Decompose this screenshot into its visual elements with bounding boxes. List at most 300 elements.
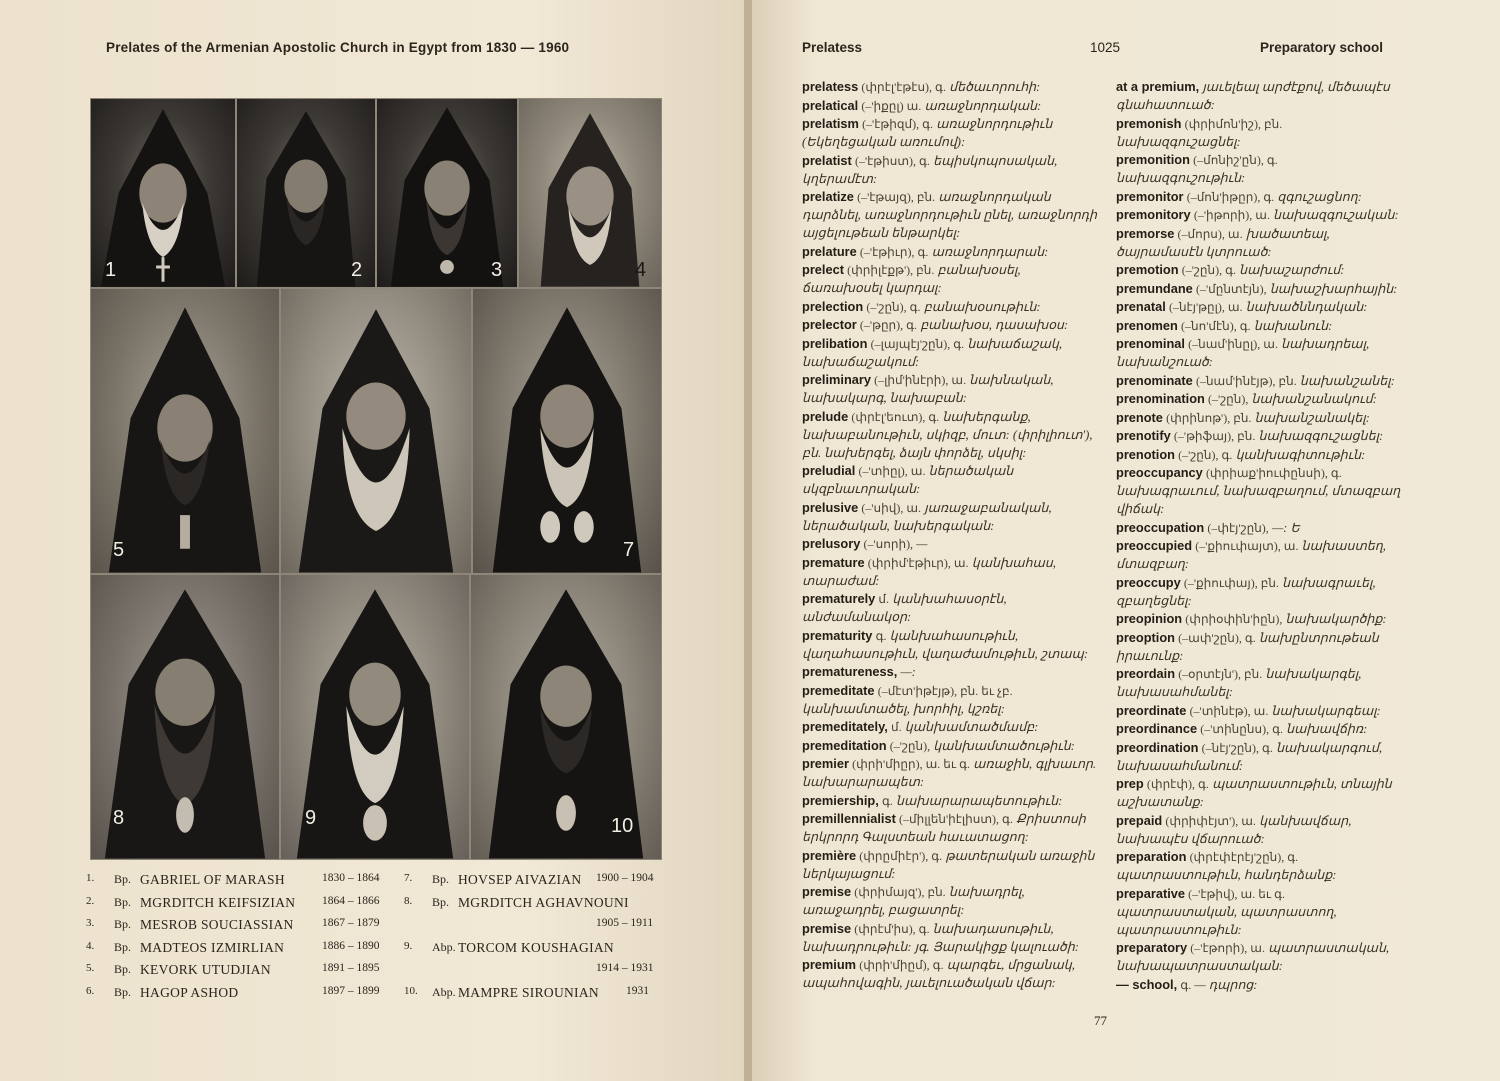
roster-column-right <box>404 872 666 1007</box>
entry-pronunciation: գ. <box>881 793 893 808</box>
entry-headword: premonish <box>1116 115 1182 131</box>
roster-row <box>86 895 386 918</box>
roster-title: Bp. <box>432 872 450 886</box>
entry-headword: premotion <box>1116 262 1179 277</box>
roster-years: 1867 – 1879 <box>322 917 380 929</box>
roster-title: Bp. <box>114 894 132 909</box>
dictionary-entry <box>802 97 1102 115</box>
photo-number: 10 <box>611 815 634 837</box>
dictionary-entry <box>802 316 1102 334</box>
entry-pronunciation: (–'էթիւր), գ. <box>859 244 929 259</box>
entry-pronunciation: (–մոնիշ'ըն), գ. <box>1193 153 1278 167</box>
entry-definition: նախազգուշական: <box>1273 208 1399 222</box>
dictionary-entry <box>1116 702 1408 720</box>
entry-definition: նախանշանակել: <box>1254 410 1370 425</box>
entry-headword: prelatize <box>802 189 854 204</box>
entry-headword: prelature <box>802 243 857 259</box>
roster-title: Bp. <box>114 939 132 954</box>
entry-pronunciation: (–նո'մէն), գ. <box>1181 318 1251 333</box>
entry-pronunciation: (–միլլեն'իէլիստ), գ. <box>899 812 1013 826</box>
photo-number: 5 <box>113 539 125 561</box>
entry-definition: նախակարծիք: <box>1285 612 1387 626</box>
entry-pronunciation: (–մորս), ա. <box>1177 226 1243 241</box>
entry-headword: premeditate <box>802 682 875 698</box>
roster-name: MGRDITCH AGHAVNOUNI <box>458 894 629 910</box>
roster-num: 6. <box>86 984 95 997</box>
roster-num: 3. <box>86 917 95 929</box>
entry-headword: prenomen <box>1116 317 1178 333</box>
photo-number: 9 <box>305 807 317 829</box>
entry-pronunciation: (–նամ'ինըլ), ա. <box>1188 337 1278 351</box>
dictionary-entry <box>1116 280 1408 298</box>
entry-definition: նախադրել, առաջադրել, բացատրել: <box>802 885 1025 917</box>
entry-definition: նախերգանք, նախաբանութիւն, սկիզբ, մուտ: (փրիլիուտ'), բն. նախերգել, ձայն փորձել, սկսիլ: <box>802 409 1093 460</box>
dictionary-entry <box>1116 317 1408 335</box>
dictionary-entry <box>802 78 1102 96</box>
dictionary-entry <box>1116 775 1408 811</box>
entry-pronunciation: (–օրտէյն'), բն. <box>1178 667 1263 681</box>
entry-definition: առաջնորդարան: <box>931 244 1049 259</box>
portrait-photo <box>90 98 236 288</box>
dictionary-entry <box>802 115 1102 151</box>
entry-headword: prelusory <box>802 536 861 551</box>
entry-definition: մեծաւորուհի: <box>949 80 1041 94</box>
entry-definition: պատրաստական, պատրաստող, պատրաստութիւն: <box>1116 904 1337 937</box>
roster-name: MAMPRE SIROUNIAN <box>458 984 599 1000</box>
dictionary-entry <box>802 810 1102 846</box>
entry-definition: կանխահասութիւն, վաղահասութիւն, վաղաժամութիւն, շտապ: <box>802 628 1089 661</box>
left-page <box>0 0 748 1081</box>
entry-definition: կանխահաս, տարաժամ: <box>802 555 1056 588</box>
entry-definition: նախակարգեալ: <box>1271 703 1381 718</box>
entry-headword: prenominal <box>1116 336 1185 351</box>
entry-definition: յառաջաբանական, ներածական, նախերգական: <box>802 500 1052 533</box>
entry-pronunciation: (փրիփէյտ'), ա. <box>1165 813 1256 828</box>
entry-headword: prelatess <box>802 79 859 94</box>
dictionary-entry <box>1116 665 1408 701</box>
entry-definition: կանխահասօրէն, անժամանակօր: <box>802 592 1007 624</box>
entry-pronunciation: (–'իքըլ) ա. <box>861 98 922 113</box>
roster-years: 1891 – 1895 <box>322 962 380 974</box>
entry-definition: նախանշանել: <box>1299 373 1395 388</box>
entry-headword: prelude <box>802 408 849 424</box>
entry-definition: բանախօս, դասախօս: <box>920 318 1069 332</box>
roster-years: 1830 – 1864 <box>322 872 380 884</box>
entry-headword: premier <box>802 756 849 771</box>
entry-headword: premium <box>802 957 857 972</box>
entry-definition: յաւելեալ արժէքով, մեծապէս գնահատուած: <box>1116 80 1390 112</box>
roster-title: Abp. <box>432 939 456 954</box>
entry-definition: նախաստեղ, մտազբաղ: <box>1116 539 1386 571</box>
roster-row <box>404 962 666 985</box>
entry-headword: preparative <box>1116 885 1185 901</box>
entry-pronunciation: (փրէփ), գ. <box>1146 777 1209 791</box>
dictionary-entry <box>1116 610 1408 628</box>
entry-definition: — դպրոց: <box>1194 977 1258 992</box>
photo-number: 4 <box>635 259 647 281</box>
roster-years: 1914 – 1931 <box>596 962 654 974</box>
entry-headword: prelection <box>802 298 864 314</box>
entry-headword: preparatory <box>1116 940 1188 955</box>
dictionary-entry <box>802 663 1102 681</box>
roster-row <box>404 917 666 940</box>
entry-headword: premundane <box>1116 280 1193 296</box>
entry-definition: նախագրաւել, զբաղեցնել: <box>1116 575 1376 608</box>
photo-number: 6 <box>303 539 315 561</box>
entry-headword: preludial <box>802 463 856 478</box>
roster-row <box>404 872 666 895</box>
dictionary-entry <box>1116 409 1408 427</box>
entry-definition: նախածննդական: <box>1245 300 1368 314</box>
entry-pronunciation: (–'տինէթ), ա. <box>1189 703 1269 718</box>
entry-definition: առաջնորդական: <box>924 98 1042 113</box>
roster-num: 8. <box>404 894 413 907</box>
entry-headword: prep <box>1116 776 1144 791</box>
roster-name: GABRIEL OF MARASH <box>140 872 285 887</box>
entry-headword: prelatism <box>802 116 859 131</box>
footer-page-number: 77 <box>1094 1013 1107 1028</box>
entry-pronunciation: (փրէմ'իս), գ. <box>854 921 930 936</box>
entry-pronunciation: (փրի'միըմ), գ. <box>859 958 944 972</box>
dictionary-entry <box>1116 537 1408 573</box>
dictionary-entry <box>802 682 1102 718</box>
dictionary-entry <box>1116 298 1408 316</box>
entry-pronunciation: (–մոն'իթըր), գ. <box>1186 189 1275 204</box>
entry-pronunciation: (փրիմայզ'), բն. <box>854 885 946 899</box>
roster-num: 9. <box>404 939 413 952</box>
dictionary-entry <box>802 792 1102 810</box>
dictionary-entry <box>802 462 1102 498</box>
dictionary-entry <box>1116 78 1408 114</box>
portrait-icon <box>473 289 661 573</box>
dictionary-entry <box>1116 151 1408 187</box>
roster-name: MADTEOS IZMIRLIAN <box>140 939 285 955</box>
roster-title: Bp. <box>114 962 132 976</box>
dictionary-entry <box>1116 464 1408 518</box>
entry-headword: prelatical <box>802 97 859 113</box>
entry-headword: première <box>802 847 857 863</box>
dictionary-entry <box>802 956 1102 992</box>
entry-headword: premonitor <box>1116 188 1184 204</box>
entry-definition: —: Ե <box>1271 520 1300 535</box>
roster-row <box>86 962 386 985</box>
entry-pronunciation: (–փէյ'շըն), <box>1207 520 1269 535</box>
entry-definition: առաջնորդութիւն (Եկեղեցական առումով): <box>802 117 1053 149</box>
roster-years: 1931 <box>626 984 649 997</box>
entry-headword: prematureness, <box>802 664 898 679</box>
roster-row <box>86 940 386 963</box>
entry-headword: premiership, <box>802 792 879 808</box>
entry-headword: prelect <box>802 262 844 277</box>
roster-row <box>86 985 386 1008</box>
roster-years: 1864 – 1866 <box>322 894 380 907</box>
photo-number: 1 <box>105 259 117 281</box>
entry-headword: at a premium, <box>1116 79 1200 94</box>
dictionary-entry <box>1116 390 1408 408</box>
entry-definition: նախընտրութեան իրաւունք: <box>1116 630 1379 663</box>
dictionary-entry <box>802 335 1102 371</box>
entry-definition: առաջին, գլխաւոր. նախարարապետ: <box>802 757 1097 789</box>
dictionary-entry <box>1116 427 1408 445</box>
entry-headword: prelusive <box>802 499 859 515</box>
dictionary-entry <box>802 261 1102 297</box>
roster-num: 4. <box>86 939 95 952</box>
roster-num: 2. <box>86 894 95 907</box>
dictionary-entry <box>802 920 1102 956</box>
dictionary-entry <box>802 847 1102 883</box>
dictionary-entry <box>1116 519 1408 537</box>
dictionary-entry <box>802 737 1102 755</box>
roster-num: 5. <box>86 962 95 974</box>
dictionary-entry <box>802 243 1102 261</box>
dictionary-entry <box>1116 720 1408 738</box>
roster-title: Bp. <box>114 872 132 886</box>
entry-headword: prelibation <box>802 335 868 351</box>
roster-row <box>404 940 666 963</box>
roster-row <box>86 917 386 940</box>
entry-pronunciation: (–'էթայզ), բն. <box>857 190 936 204</box>
dictionary-entry <box>802 627 1102 663</box>
portrait-photo <box>280 574 470 860</box>
entry-headword: prenote <box>1116 409 1163 425</box>
dictionary-entry <box>1116 446 1408 464</box>
dictionary-entry <box>1116 372 1408 390</box>
roster-row <box>404 985 666 1008</box>
dictionary-entry <box>802 188 1102 242</box>
photo-number: 2 <box>351 259 363 281</box>
running-head-left: Prelatess <box>802 40 863 55</box>
dictionary-entry <box>1116 225 1408 261</box>
roster-name: MESROB SOUCIASSIAN <box>140 917 294 932</box>
photo-grid <box>90 98 662 860</box>
entry-pronunciation: (–'իթորի), ա. <box>1193 208 1270 222</box>
entry-definition: նախակարգել, նախասահմանել: <box>1116 667 1362 699</box>
entry-definition: առաջնորդական դարձնել, առաջնորդութիւն ընել, առաջնորդի այցելութեան ենթարկել: <box>802 190 1098 240</box>
entry-pronunciation: (–'շըն), գ. <box>1181 263 1236 277</box>
entry-pronunciation: (–'սորի), <box>863 537 914 551</box>
entry-headword: premise <box>802 884 852 899</box>
entry-pronunciation: (–նէյ'թըլ), ա. <box>1168 300 1243 314</box>
entry-pronunciation: (–'շըն), գ. <box>866 299 921 314</box>
entry-pronunciation: (–'թըր), գ. <box>859 318 918 332</box>
dictionary-column-1 <box>802 78 1102 993</box>
entry-definition: խածատեալ, ծայրամասէն կտրուած: <box>1116 226 1330 259</box>
entry-headword: preordinance <box>1116 721 1198 736</box>
roster-name: TORCOM KOUSHAGIAN <box>458 939 614 955</box>
roster-title: Bp. <box>432 894 450 909</box>
entry-headword: prematurely <box>802 591 876 606</box>
dictionary-entry <box>1116 812 1408 848</box>
entry-pronunciation: (փրէլ'էթէս), գ. <box>861 80 946 94</box>
entry-pronunciation: (փրիաք'իուփընսի), գ. <box>1205 466 1342 480</box>
portrait-icon <box>91 289 279 573</box>
entry-headword: prenotion <box>1116 446 1175 462</box>
entry-pronunciation: (փրի'միըր), ա. եւ գ. <box>852 757 970 771</box>
portrait-photo <box>472 288 662 574</box>
entry-pronunciation: (–'մընտէյն), <box>1195 281 1267 296</box>
dictionary-column-2 <box>1116 78 1408 994</box>
roster-num: 1. <box>86 872 95 884</box>
dictionary-entry <box>1116 629 1408 665</box>
entry-definition: բանախօսել, ճառախօսել կարդալ: <box>802 263 1021 295</box>
entry-definition: կանխագիտութիւն: <box>1235 447 1366 462</box>
dictionary-entry <box>802 755 1102 791</box>
entry-headword: prepaid <box>1116 812 1163 828</box>
entry-headword: premeditately, <box>802 719 888 734</box>
entry-pronunciation: (–լայպէյ'շըն), գ. <box>870 336 965 351</box>
entry-definition: նախադասութիւն, նախադրութիւն: յգ. Յարակիցք կալուածի: <box>802 921 1079 954</box>
entry-pronunciation: (–'էթիստ), գ. <box>854 153 930 168</box>
dictionary-entry <box>1116 848 1408 884</box>
dictionary-entry <box>1116 206 1408 224</box>
entry-pronunciation: (փրէփէրէյ'շըն), գ. <box>1189 850 1299 864</box>
entry-pronunciation: (փրէլ'եուտ), գ. <box>851 409 940 424</box>
entry-pronunciation: (–'էթիվ), ա. եւ գ. <box>1188 886 1285 901</box>
dictionary-entry <box>1116 574 1408 610</box>
entry-definition: Քրիստոսի երկրորդ Գալստեան հաւատացող: <box>802 812 1086 844</box>
entry-pronunciation: (–նամ'ինէյթ), բն. <box>1195 373 1297 388</box>
photo-number: 8 <box>113 807 125 829</box>
roster-years: 1897 – 1899 <box>322 984 380 997</box>
entry-headword: premise <box>802 920 852 936</box>
roster-row <box>86 872 386 895</box>
dictionary-entry <box>802 152 1102 188</box>
entry-pronunciation: (–լիմ'ինէրի), ա. <box>874 373 967 387</box>
entry-pronunciation: մ. <box>878 592 890 606</box>
entry-definition: կանխավճար, նախապէս վճարուած: <box>1116 813 1352 846</box>
entry-headword: premature <box>802 554 865 570</box>
entry-definition: պատրաստութիւն, հանդերձանք: <box>1116 868 1337 882</box>
entry-pronunciation: (–'շըն), գ. <box>1178 447 1233 462</box>
roster-num: 7. <box>404 872 413 884</box>
entry-definition: — <box>916 537 928 551</box>
entry-headword: premonition <box>1116 152 1190 167</box>
entry-pronunciation: (–'շըն), <box>889 738 931 753</box>
entry-definition: պատրաստական, նախապատրաստական: <box>1116 941 1390 973</box>
entry-definition: նախարարապետութիւն: <box>896 793 1063 808</box>
entry-headword: prelector <box>802 317 857 332</box>
entry-headword: preoccupy <box>1116 574 1181 590</box>
roster-row <box>404 895 666 918</box>
entry-headword: preopinion <box>1116 611 1183 626</box>
entry-pronunciation: (–'տինընս), գ. <box>1200 722 1283 736</box>
entry-headword: prematurity <box>802 627 873 643</box>
roster-name: MGRDITCH KEIFSIZIAN <box>140 894 296 910</box>
portrait-photo <box>518 98 662 288</box>
entry-headword: prelatist <box>802 152 852 168</box>
dictionary-entry <box>802 590 1102 626</box>
portrait-icon <box>281 289 471 573</box>
entry-definition: նախաճաշակ, նախաճաշակում: <box>802 336 1063 369</box>
roster-title: Abp. <box>432 984 456 999</box>
entry-pronunciation: (–նէյ'շըն), գ. <box>1201 740 1273 755</box>
entry-pronunciation: (–ափ'շըն), գ. <box>1178 630 1256 645</box>
dictionary-entry <box>1116 115 1408 151</box>
dictionary-entry <box>802 298 1102 316</box>
entry-headword: preoccupied <box>1116 538 1193 553</box>
entry-pronunciation: (–'տիըլ), ա. <box>858 464 926 478</box>
entry-definition: պատրաստութիւն, տնային աշխատանք: <box>1116 777 1392 809</box>
entry-headword: preordination <box>1116 739 1199 755</box>
entry-definition: նախազգուշացնել: <box>1258 429 1384 443</box>
dictionary-entry <box>1116 739 1408 775</box>
entry-headword: premeditation <box>802 737 887 753</box>
dictionary-entry <box>1116 976 1408 994</box>
entry-pronunciation: գ. <box>875 628 887 643</box>
entry-definition: թատերական առաջին ներկայացում: <box>802 848 1095 881</box>
entry-definition: ներածական սկզբնաւորական: <box>802 464 1014 496</box>
portrait-photo <box>280 288 472 574</box>
entry-definition: բանախօսութիւն: <box>923 299 1041 314</box>
entry-definition: նախաշխարհային: <box>1269 281 1398 296</box>
entry-pronunciation: գ. <box>1180 977 1192 992</box>
dictionary-entry <box>1116 188 1408 206</box>
entry-headword: prenominate <box>1116 372 1193 388</box>
entry-headword: preoccupancy <box>1116 465 1203 480</box>
entry-definition: նախանշանակում: <box>1251 392 1377 406</box>
entry-definition: նախազգուշացնել: <box>1116 134 1241 149</box>
entry-headword: preparation <box>1116 849 1187 864</box>
entry-definition: կանխամտածել, խորհիլ, կշռել: <box>802 701 1005 716</box>
roster-years: 1905 – 1911 <box>596 917 654 929</box>
dictionary-entry <box>802 554 1102 590</box>
roster-name: HOVSEP AIVAZIAN <box>458 872 582 887</box>
dictionary-entry <box>802 408 1102 462</box>
entry-pronunciation: (–'էթիզմ), գ. <box>862 117 933 131</box>
entry-headword: prenotify <box>1116 428 1171 443</box>
entry-headword: premorse <box>1116 225 1175 241</box>
entry-definition: նախաշարժում: <box>1239 263 1345 277</box>
running-head-right: Preparatory school <box>1260 40 1384 55</box>
roster-title: Bp. <box>114 917 132 931</box>
entry-pronunciation: (փրինոթ'), բն. <box>1166 410 1252 425</box>
photo-number: 7 <box>623 539 635 561</box>
entry-definition: նախավճիռ: <box>1286 722 1368 736</box>
entry-definition: նախնական, նախակարգ, նախաբան: <box>802 373 1054 405</box>
entry-headword: premonitory <box>1116 207 1191 222</box>
entry-pronunciation: (փրիմոն'իշ), բն. <box>1184 116 1283 131</box>
entry-pronunciation: (–'սիվ), ա. <box>861 500 922 515</box>
page-number: 1025 <box>1090 40 1121 55</box>
entry-headword: preordain <box>1116 666 1176 681</box>
entry-definition: —: <box>900 665 916 679</box>
entry-headword: preoption <box>1116 629 1175 645</box>
entry-pronunciation: (փրըմիէր'), գ. <box>859 848 943 863</box>
entry-pronunciation: (–'քիուփայ), բն. <box>1183 575 1279 590</box>
entry-definition: զգուշացնող: <box>1277 189 1362 204</box>
entry-pronunciation: (–'էթորի), ա. <box>1190 941 1265 955</box>
portrait-photo <box>90 574 280 860</box>
entry-definition: պարգեւ, մրցանակ, ապահովագին, յաւելուածական վճար: <box>802 958 1075 990</box>
entry-pronunciation: մ. <box>890 720 902 734</box>
entry-pronunciation: (–'քիուփայտ), ա. <box>1195 539 1299 553</box>
dictionary-entry <box>1116 261 1408 279</box>
entry-headword: preordinate <box>1116 702 1187 718</box>
dictionary-entry <box>1116 939 1408 975</box>
dictionary-entry <box>802 371 1102 407</box>
entry-definition: նախագրաւում, նախազբաղում, մտազբաղ վիճակ: <box>1116 484 1401 516</box>
portrait-photo <box>376 98 518 288</box>
dictionary-entry <box>802 883 1102 919</box>
entry-definition: նախանուն: <box>1253 318 1333 333</box>
entry-definition: կանխամտածութիւն: <box>933 738 1075 753</box>
entry-headword: premillennialist <box>802 811 896 826</box>
entry-definition: նախազգուշութիւն: <box>1116 171 1246 185</box>
entry-headword: prenatal <box>1116 299 1166 314</box>
roster-name: KEVORK UTUDJIAN <box>140 962 271 977</box>
entry-definition: եպիսկոպոսական, կղերամէտ: <box>802 153 1058 186</box>
entry-headword: preoccupation <box>1116 519 1205 535</box>
